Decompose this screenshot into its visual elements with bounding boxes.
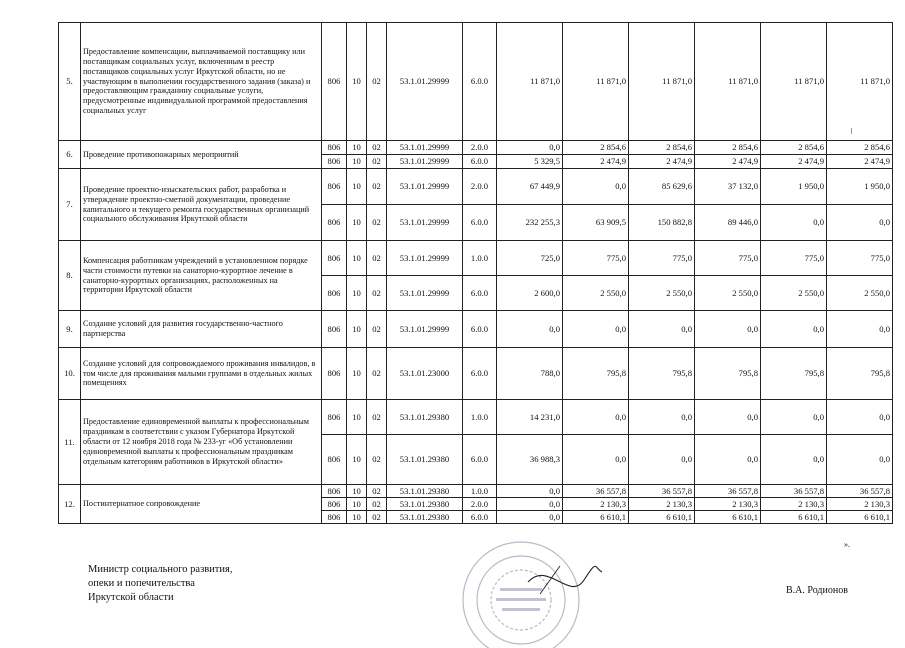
measure-name: Компенсация работникам учреждений в установленном порядке части стоимости путевки на санаторно-курортное лечение в санаторно-курортных организациях, расположенных на территории Иркутской области: [81, 241, 322, 311]
amount-cell: 2 130,3: [563, 498, 629, 511]
amount-cell: 2 474,9: [563, 155, 629, 169]
amount-cell: 0,0: [629, 311, 695, 348]
subsection-code: 02: [367, 400, 387, 435]
amount-cell: 14 231,0: [497, 400, 563, 435]
amount-cell: 11 871,0: [761, 23, 827, 141]
admin-code: 806: [322, 141, 347, 155]
target-article-code: 53.1.01.29380: [387, 498, 463, 511]
amount-cell: 0,0: [761, 435, 827, 485]
amount-cell: 775,0: [827, 241, 893, 276]
amount-cell: 2 550,0: [695, 276, 761, 311]
amount-cell: 2 600,0: [497, 276, 563, 311]
expense-type-code: 6.0.0: [463, 511, 497, 524]
amount-cell: 2 474,9: [761, 155, 827, 169]
admin-code: 806: [322, 400, 347, 435]
amount-cell: 2 854,6: [563, 141, 629, 155]
row-number: 11.: [59, 400, 81, 485]
amount-cell: 85 629,6: [629, 169, 695, 205]
amount-cell: 775,0: [695, 241, 761, 276]
subsection-code: 02: [367, 141, 387, 155]
admin-code: 806: [322, 435, 347, 485]
amount-cell: 63 909,5: [563, 205, 629, 241]
amount-cell: 2 474,9: [827, 155, 893, 169]
amount-cell: 36 557,8: [629, 485, 695, 498]
section-code: 10: [347, 348, 367, 400]
amount-cell: 0,0: [695, 435, 761, 485]
admin-code: 806: [322, 205, 347, 241]
budget-table: [58, 22, 893, 524]
amount-cell: 795,8: [827, 348, 893, 400]
section-code: 10: [347, 23, 367, 141]
target-article-code: 53.1.01.29380: [387, 511, 463, 524]
amount-cell: 0,0: [695, 400, 761, 435]
position-line-3: Иркутской области: [88, 592, 174, 604]
subsection-code: 02: [367, 511, 387, 524]
subsection-code: 02: [367, 498, 387, 511]
target-article-code: 53.1.01.29999: [387, 276, 463, 311]
table-row: [59, 348, 893, 400]
amount-cell: 6 610,1: [695, 511, 761, 524]
admin-code: 806: [322, 348, 347, 400]
position-line-1: Министр социального развития,: [88, 564, 233, 575]
amount-cell: 0,0: [497, 485, 563, 498]
amount-cell: 232 255,3: [497, 205, 563, 241]
amount-cell: 6 610,1: [563, 511, 629, 524]
subsection-code: 02: [367, 169, 387, 205]
subsection-code: 02: [367, 485, 387, 498]
expense-type-code: 1.0.0: [463, 241, 497, 276]
row-number: 6.: [59, 141, 81, 169]
measure-name: Предоставление компенсации, выплачиваемой поставщику или поставщикам социальных услуг, включенным в реестр поставщиков социальных услуг Иркутской области, но не участвующим в выполнении государственного задания (заказа) и предоставляющим гражданину социальные услуги, предусмотренные индивидуальной программой предоставления социальных услуг: [81, 23, 322, 141]
subsection-code: 02: [367, 276, 387, 311]
section-code: 10: [347, 205, 367, 241]
amount-cell: 0,0: [563, 311, 629, 348]
amount-cell: 2 854,6: [695, 141, 761, 155]
amount-cell: 0,0: [563, 435, 629, 485]
amount-cell: 2 550,0: [629, 276, 695, 311]
amount-cell: 36 557,8: [563, 485, 629, 498]
amount-cell: 0,0: [761, 205, 827, 241]
amount-cell: 2 130,3: [695, 498, 761, 511]
subsection-code: 02: [367, 348, 387, 400]
amount-cell: 0,0: [695, 311, 761, 348]
row-number: 10.: [59, 348, 81, 400]
amount-cell: 37 132,0: [695, 169, 761, 205]
amount-cell: 1 950,0: [827, 169, 893, 205]
amount-cell: 0,0: [827, 400, 893, 435]
amount-cell: 2 550,0: [827, 276, 893, 311]
admin-code: 806: [322, 311, 347, 348]
admin-code: 806: [322, 169, 347, 205]
row-number: 8.: [59, 241, 81, 311]
amount-cell: 0,0: [827, 311, 893, 348]
target-article-code: 53.1.01.29380: [387, 485, 463, 498]
amount-cell: 0,0: [827, 435, 893, 485]
expense-type-code: 6.0.0: [463, 435, 497, 485]
measure-name: Постинтернатное сопровождение: [81, 485, 322, 524]
subsection-code: 02: [367, 205, 387, 241]
amount-cell: 89 446,0: [695, 205, 761, 241]
amount-cell: 0,0: [629, 435, 695, 485]
amount-cell: 2 130,3: [629, 498, 695, 511]
amount-cell: 1 950,0: [761, 169, 827, 205]
expense-type-code: 2.0.0: [463, 498, 497, 511]
table-row: [59, 23, 893, 141]
amount-cell: 11 871,0: [629, 23, 695, 141]
subsection-code: 02: [367, 23, 387, 141]
amount-cell: 0,0: [761, 311, 827, 348]
amount-cell: 150 882,8: [629, 205, 695, 241]
section-code: 10: [347, 141, 367, 155]
amount-cell: 2 130,3: [761, 498, 827, 511]
amount-cell: 6 610,1: [827, 511, 893, 524]
amount-cell: 0,0: [563, 169, 629, 205]
section-code: 10: [347, 155, 367, 169]
amount-cell: 11 871,0: [827, 23, 893, 141]
admin-code: 806: [322, 23, 347, 141]
row-number: 7.: [59, 169, 81, 241]
section-code: 10: [347, 276, 367, 311]
expense-type-code: 6.0.0: [463, 311, 497, 348]
expense-type-code: 6.0.0: [463, 276, 497, 311]
section-code: 10: [347, 241, 367, 276]
amount-cell: 788,0: [497, 348, 563, 400]
amount-cell: 775,0: [629, 241, 695, 276]
target-article-code: 53.1.01.29380: [387, 400, 463, 435]
amount-cell: 0,0: [497, 311, 563, 348]
expense-type-code: 6.0.0: [463, 23, 497, 141]
subsection-code: 02: [367, 155, 387, 169]
expense-type-code: 2.0.0: [463, 141, 497, 155]
amount-cell: 2 854,6: [761, 141, 827, 155]
amount-cell: 775,0: [563, 241, 629, 276]
target-article-code: 53.1.01.29999: [387, 23, 463, 141]
amount-cell: 11 871,0: [563, 23, 629, 141]
expense-type-code: 6.0.0: [463, 348, 497, 400]
amount-cell: 2 550,0: [761, 276, 827, 311]
table-row: [59, 400, 893, 435]
measure-name: Создание условий для развития государственно-частного партнерства: [81, 311, 322, 348]
amount-cell: 795,8: [629, 348, 695, 400]
expense-type-code: 2.0.0: [463, 169, 497, 205]
expense-type-code: 6.0.0: [463, 205, 497, 241]
amount-cell: 775,0: [761, 241, 827, 276]
measure-name: Предоставление единовременной выплаты к профессиональным праздникам в соответствии с указом Губернатора Иркутской области от 12 ноября 2018 года № 233-уг «Об установлении единовременной выплаты к профессиональным праздникам отдельным категориям работников в Иркутской области»: [81, 400, 322, 485]
section-code: 10: [347, 511, 367, 524]
amount-cell: 0,0: [761, 400, 827, 435]
section-code: 10: [347, 311, 367, 348]
expense-type-code: 1.0.0: [463, 400, 497, 435]
row-number: 12.: [59, 485, 81, 524]
amount-cell: 36 557,8: [695, 485, 761, 498]
amount-cell: 2 130,3: [827, 498, 893, 511]
amount-cell: 2 854,6: [827, 141, 893, 155]
closing-quote: ».: [844, 540, 850, 549]
amount-cell: 67 449,9: [497, 169, 563, 205]
amount-cell: 795,8: [761, 348, 827, 400]
table-row: [59, 311, 893, 348]
table-row: [59, 169, 893, 205]
section-code: 10: [347, 169, 367, 205]
target-article-code: 53.1.01.29380: [387, 435, 463, 485]
expense-type-code: 1.0.0: [463, 485, 497, 498]
row-number: 9.: [59, 311, 81, 348]
signatory-name: В.А. Родионов: [786, 585, 848, 596]
expense-type-code: 6.0.0: [463, 155, 497, 169]
admin-code: 806: [322, 241, 347, 276]
table-row: [59, 141, 893, 155]
amount-cell: 2 550,0: [563, 276, 629, 311]
target-article-code: 53.1.01.23000: [387, 348, 463, 400]
target-article-code: 53.1.01.29999: [387, 241, 463, 276]
amount-cell: 36 557,8: [761, 485, 827, 498]
admin-code: 806: [322, 276, 347, 311]
amount-cell: 6 610,1: [761, 511, 827, 524]
amount-cell: 0,0: [827, 205, 893, 241]
amount-cell: 2 474,9: [629, 155, 695, 169]
signature-position: [88, 563, 232, 606]
amount-cell: 795,8: [563, 348, 629, 400]
amount-cell: 725,0: [497, 241, 563, 276]
measure-name: Проведение противопожарных мероприятий: [81, 141, 322, 169]
subsection-code: 02: [367, 435, 387, 485]
section-code: 10: [347, 485, 367, 498]
row-number: 5.: [59, 23, 81, 141]
measure-name: Создание условий для сопровождаемого проживания инвалидов, в том числе для проживания малыми группами в отдельных жилых помещениях: [81, 348, 322, 400]
target-article-code: 53.1.01.29999: [387, 205, 463, 241]
amount-cell: 2 474,9: [695, 155, 761, 169]
admin-code: 806: [322, 498, 347, 511]
amount-cell: 36 988,3: [497, 435, 563, 485]
amount-cell: 36 557,8: [827, 485, 893, 498]
subsection-code: 02: [367, 311, 387, 348]
admin-code: 806: [322, 511, 347, 524]
table-row: [59, 485, 893, 498]
target-article-code: 53.1.01.29999: [387, 169, 463, 205]
amount-cell: 11 871,0: [497, 23, 563, 141]
amount-cell: 0,0: [497, 511, 563, 524]
admin-code: 806: [322, 155, 347, 169]
amount-cell: 5 329,5: [497, 155, 563, 169]
section-code: 10: [347, 498, 367, 511]
section-code: 10: [347, 435, 367, 485]
amount-cell: 0,0: [497, 498, 563, 511]
target-article-code: 53.1.01.29999: [387, 155, 463, 169]
target-article-code: 53.1.01.29999: [387, 311, 463, 348]
amount-cell: 795,8: [695, 348, 761, 400]
amount-cell: 2 854,6: [629, 141, 695, 155]
amount-cell: 0,0: [563, 400, 629, 435]
measure-name: Проведение проектно-изыскательских работ, разработка и утверждение проектно-сметной документации, проведение капитального и текущего ремонта государственных организаций социального обслуживания Иркутской области: [81, 169, 322, 241]
official-seal-stamp: [436, 520, 606, 648]
position-line-2: опеки и попечительства: [88, 578, 195, 590]
scan-mark: [851, 128, 852, 134]
table-row: [59, 241, 893, 276]
amount-cell: 11 871,0: [695, 23, 761, 141]
section-code: 10: [347, 400, 367, 435]
admin-code: 806: [322, 485, 347, 498]
amount-cell: 0,0: [497, 141, 563, 155]
amount-cell: 0,0: [629, 400, 695, 435]
subsection-code: 02: [367, 241, 387, 276]
target-article-code: 53.1.01.29999: [387, 141, 463, 155]
amount-cell: 6 610,1: [629, 511, 695, 524]
